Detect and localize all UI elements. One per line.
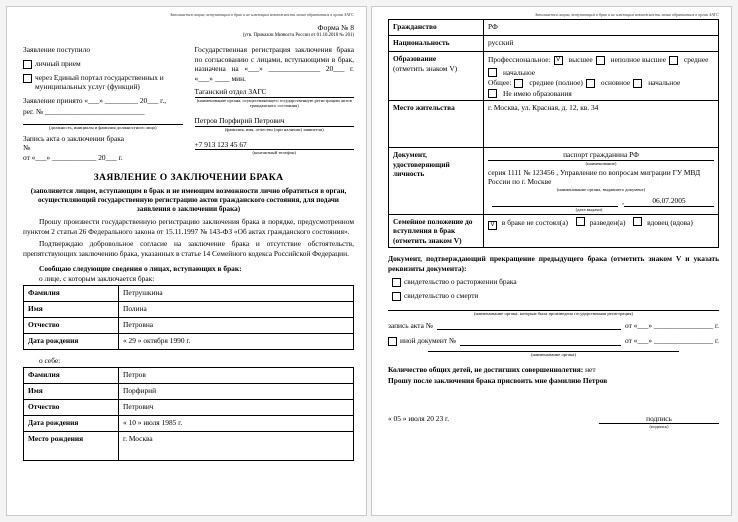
checkbox-edu-initial-prof-label: начальное — [503, 67, 536, 77]
passport-name-caption: (наименование) — [585, 160, 617, 166]
checkbox-edu-full-general[interactable] — [514, 79, 523, 88]
children-count-label: Количество общих детей, не достигших совершеннолетия: — [388, 364, 584, 374]
issue-date-field[interactable]: 06.07.2005 — [624, 196, 714, 206]
application-received-label: Заявление поступило — [23, 45, 91, 55]
checkbox-death-certificate[interactable] — [392, 292, 401, 301]
row-value[interactable]: русский — [484, 36, 719, 52]
nationality-row — [389, 36, 719, 52]
checkbox-never-married-label: в браке не состоял(а) — [501, 217, 568, 227]
self-table — [23, 367, 354, 461]
info-heading: Сообщаю следующие сведения о лицах, вступающих в брак: — [39, 264, 242, 274]
table-row — [24, 400, 354, 416]
form-approval-note: (утв. Приказом Минюста России от 01.10.2018 № 201) — [242, 33, 354, 39]
row-label: Место рождения — [24, 432, 119, 461]
signature-caption: (подпись) — [649, 424, 669, 430]
issue-comma: , — [622, 197, 624, 207]
education-general-label: Общее: — [488, 78, 512, 88]
applicant-name-field[interactable]: Петров Порфирий Петрович — [195, 116, 355, 126]
zags-name-field[interactable]: Таганский отдел ЗАГС — [195, 87, 355, 97]
checkbox-edu-secondary-prof[interactable] — [669, 56, 678, 65]
checkbox-death-certificate-label: свидетельство о смерти — [404, 291, 479, 301]
checkbox-edu-incomplete-higher[interactable] — [596, 56, 605, 65]
education-prof-label: Профессиональное: — [488, 55, 551, 65]
issuer-extra-line — [492, 198, 618, 207]
date-line[interactable]: « 05 » июля 20 23 г. — [388, 413, 450, 423]
issuer-caption: (наименование органа, выдавшего документ) — [556, 186, 646, 192]
table-row — [24, 368, 354, 384]
checkbox-divorced[interactable] — [576, 217, 585, 226]
zags-caption: (наименование органа, осуществляющего государственную регистрацию актов гражданского состояния) — [196, 97, 352, 108]
application-accepted-line: Заявление принято «___» _________ 20___ г., — [23, 95, 167, 105]
row-value[interactable]: г. Москва — [119, 432, 354, 461]
form-title: ЗАЯВЛЕНИЕ О ЗАКЛЮЧЕНИИ БРАКА — [93, 172, 284, 184]
marital-value — [484, 214, 719, 247]
service-marks-section — [23, 45, 354, 162]
checkbox-other-document[interactable] — [388, 337, 397, 346]
consent-paragraph: Подтверждаю добровольное согласие на заключение брака и отсутствие обстоятельств, препятствующих заключению брака, указанных в статье 14 Семейного кодекса Российской Федерации. — [23, 239, 354, 258]
checkbox-edu-none[interactable] — [488, 89, 497, 98]
row-label — [389, 52, 484, 101]
registration-number-line[interactable]: рег. № ___________________________ — [23, 107, 145, 117]
self-section-label: о себе: — [39, 355, 61, 365]
phone-caption: (контактный телефон) — [252, 150, 296, 156]
corner-note: Заполняется лицом, вступающим в брак и не имеющим возможности лично обратиться в орган ЗАГС — [169, 12, 354, 17]
request-paragraph: Прошу произвести государственную регистрацию заключения брака в порядке, предусмотренном пунктом 2 статьи 26 Федерального закона от 15.11.1997 № 143-ФЗ «Об актах гражданского состояния». — [23, 217, 354, 236]
passport-name-field[interactable]: паспорт гражданина РФ — [488, 150, 714, 160]
prev-marriage-doc-heading: Документ, подтверждающий прекращение предыдущего брака (отметить знаком V и указать реквизиты документа): — [388, 254, 719, 273]
row-label: Семейное положение до вступления в брак (отметить знаком V) — [389, 214, 484, 247]
checkbox-edu-none-label: Не имею образования — [503, 88, 572, 98]
act-record-number[interactable]: № — [23, 143, 31, 153]
row-label: Фамилия — [24, 368, 119, 384]
surname-request-value[interactable]: Петров — [582, 376, 608, 386]
table-row — [24, 384, 354, 400]
table-row — [24, 301, 354, 317]
other-doc-number-line[interactable] — [460, 337, 621, 346]
row-label: Отчество — [24, 317, 119, 333]
checkbox-edu-basic-general[interactable] — [586, 79, 595, 88]
table-row — [24, 432, 354, 461]
row-value[interactable]: Петровна — [119, 317, 354, 333]
checkbox-edu-full-general-label: среднее (полное) — [529, 78, 583, 88]
checkbox-personal-visit-label: личный прием — [35, 58, 81, 68]
act-record-number-line[interactable] — [437, 321, 621, 330]
official-signature-caption: (должность, инициалы и фамилия должностного лица) — [49, 124, 157, 130]
act-record-label: Запись акта о заключении брака — [23, 133, 124, 143]
education-mark-hint: (отметить знаком V) — [393, 63, 458, 73]
education-label: Образование — [393, 54, 437, 64]
page-1 — [6, 6, 367, 516]
row-value[interactable]: РФ — [484, 20, 719, 36]
row-value[interactable]: Петрушкина — [119, 285, 354, 301]
row-value[interactable]: Петрович — [119, 400, 354, 416]
appointment-column — [195, 45, 355, 162]
row-label: Фамилия — [24, 285, 119, 301]
table-row — [24, 285, 354, 301]
residence-row — [389, 101, 719, 148]
row-value[interactable]: « 29 » октября 1990 г. — [119, 333, 354, 349]
applicant-caption: (фамилия, имя, отчество (при наличии) заявителя) — [224, 126, 324, 132]
identity-value — [484, 148, 719, 215]
checkbox-edu-basic-general-label: основное — [600, 78, 631, 88]
checkbox-edu-primary-general-label: начальное — [648, 78, 681, 88]
row-label: Имя — [24, 384, 119, 400]
checkbox-personal-visit[interactable] — [23, 60, 32, 69]
act-record-date: от «___» ____________ 20___ г. — [23, 152, 123, 162]
other-doc-line — [388, 336, 719, 345]
row-value[interactable]: Петров — [119, 368, 354, 384]
passport-details[interactable]: серия 1111 № 123456 , Управление по вопросам миграции ГУ МВД России по г. Москве — [488, 168, 701, 187]
act-record-label: запись акта № — [388, 320, 433, 330]
education-value — [484, 52, 719, 101]
signature-block — [599, 414, 719, 430]
checkbox-edu-higher[interactable]: V — [554, 56, 563, 65]
page-2 — [371, 6, 732, 516]
act-record-line — [388, 321, 719, 330]
checkbox-divorced-label: разведен(а) — [589, 217, 626, 227]
checkbox-widowed-label: вдовец (вдова) — [647, 217, 693, 227]
appointment-text: Государственная регистрация заключения брака по согласованию с лицами, вступающими в брак, назначена на «___» ______________ 20___ г. «___» ____ мин. — [194, 45, 354, 83]
partner-table — [23, 285, 354, 350]
children-count-value[interactable]: нет — [585, 364, 596, 374]
row-value[interactable]: Порфирий — [119, 384, 354, 400]
checkbox-widowed[interactable] — [633, 217, 642, 226]
checkbox-gov-portal[interactable] — [23, 74, 32, 83]
checkbox-edu-incomplete-higher-label: неполное высшее — [610, 55, 666, 65]
education-row — [389, 52, 719, 101]
phone-field[interactable]: +7 913 123 45 67 — [195, 140, 355, 150]
row-label: Гражданство — [389, 20, 484, 36]
other-org-caption: (наименование органа) — [531, 351, 576, 357]
act-record-date: от «___» ________________ г. — [624, 320, 719, 330]
checkbox-gov-portal-label: через Единый портал государственных и муниципальных услуг (функций) — [35, 72, 164, 92]
corner-note: Заполняется лицом, вступающим в брак и не имеющим возможности лично обратиться в орган ЗАГС — [534, 12, 719, 17]
row-label: Имя — [24, 301, 119, 317]
row-label: Место жительства — [389, 101, 484, 148]
row-label: Документ, удостоверяющий личность — [389, 148, 484, 215]
checkbox-edu-secondary-prof-label: среднее — [683, 55, 709, 65]
form-subtitle: (заполняется лицом, вступающим в брак и не имеющим возможности лично обратиться в орган, осуществляющий государственную регистрацию актов гражданского состояния, для подачи заявления о заключении брака) — [30, 186, 347, 213]
row-label: Дата рождения — [24, 416, 119, 432]
checkbox-edu-primary-general[interactable] — [633, 79, 642, 88]
row-value[interactable]: « 10 » июля 1985 г. — [119, 416, 354, 432]
other-doc-label: иной документ № — [400, 336, 456, 346]
other-doc-date: от «___» ________________ г. — [624, 336, 719, 346]
registration-org-caption: (наименование органа, которым была произведена государственная регистрация) — [474, 311, 633, 317]
intake-column — [23, 45, 183, 162]
identity-row — [389, 148, 719, 215]
row-label: Национальность — [389, 36, 484, 52]
marital-status-row — [389, 214, 719, 247]
table-row — [24, 333, 354, 349]
checkbox-divorce-certificate-label: свидетельство о расторжении брака — [404, 277, 517, 287]
checkbox-divorce-certificate[interactable] — [392, 278, 401, 287]
table-row — [24, 317, 354, 333]
row-value[interactable]: г. Москва, ул. Красная, д. 12, кв. 34 — [484, 101, 719, 148]
surname-request-label: Прошу после заключения брака присвоить мне фамилию — [388, 376, 582, 386]
checkbox-never-married[interactable]: V — [488, 221, 497, 230]
citizenship-row — [389, 20, 719, 36]
partner-section-label: о лице, с которым заключается брак: — [39, 273, 155, 283]
checkbox-edu-higher-label: высшее — [568, 55, 593, 65]
applicant-details-table — [388, 19, 719, 248]
form-number: Форма № 8 — [317, 23, 354, 33]
signature-field[interactable]: подпись — [599, 414, 719, 424]
table-row — [24, 416, 354, 432]
row-value[interactable]: Полина — [119, 301, 354, 317]
row-label: Дата рождения — [24, 333, 119, 349]
checkbox-edu-initial-prof[interactable] — [488, 68, 497, 77]
row-label: Отчество — [24, 400, 119, 416]
issue-date-caption: (дата выдачи) — [575, 206, 603, 212]
